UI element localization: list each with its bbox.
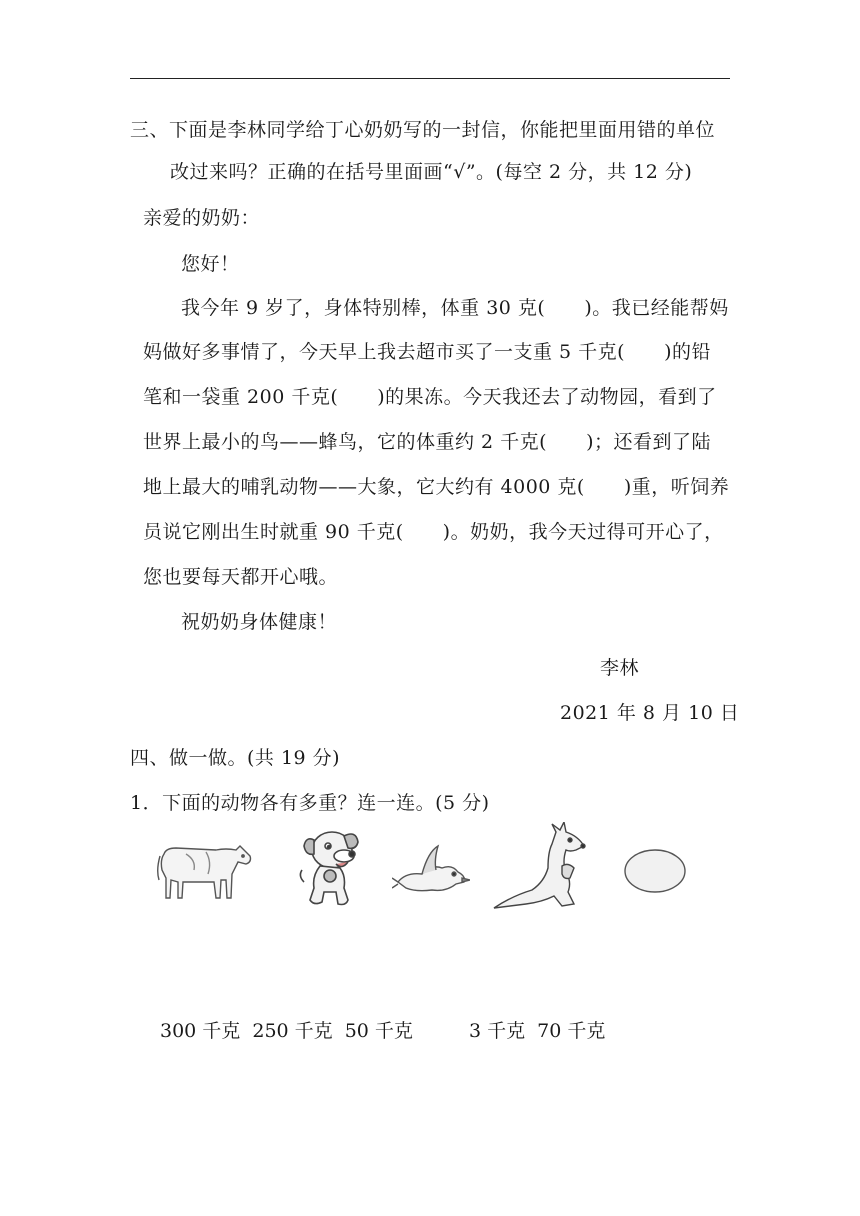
egg-icon <box>622 846 688 896</box>
weight-option[interactable]: 300 千克 <box>160 1020 241 1042</box>
bird-icon <box>392 842 470 900</box>
section4-heading: 四、做一做。(共 19 分) <box>130 747 341 769</box>
weight-option[interactable]: 250 千克 <box>252 1020 333 1042</box>
section4-question1: 1．下面的动物各有多重？连一连。(5 分) <box>130 792 490 814</box>
letter-body-line: 员说它刚出生时就重 90 千克( )。奶奶，我今天过得可开心了， <box>143 521 724 543</box>
letter-body-line: 笔和一袋重 200 千克( )的果冻。今天我还去了动物园，看到了 <box>143 386 717 408</box>
letter-body-line: 妈做好多事情了，今天早上我去超市买了一支重 5 千克( )的铅 <box>143 341 711 363</box>
top-rule <box>130 78 730 79</box>
weight-option[interactable]: 70 千克 <box>537 1020 606 1042</box>
cow-icon <box>156 840 256 904</box>
weights-row <box>160 1016 605 1043</box>
section3-heading-line1: 三、下面是李林同学给丁心奶奶写的一封信，你能把里面用错的单位 <box>130 119 716 141</box>
weight-option[interactable]: 50 千克 <box>344 1020 413 1042</box>
letter-body-line: 世界上最小的鸟——蜂鸟，它的体重约 2 千克( )；还看到了陆 <box>143 431 711 453</box>
letter-date: 2021 年 8 月 10 日 <box>560 702 740 724</box>
letter-body-line: 我今年 9 岁了，身体特别棒，体重 30 克( )。我已经能帮妈 <box>181 297 729 319</box>
letter-salutation: 亲爱的奶奶： <box>143 207 261 229</box>
animal-pictures <box>150 822 690 922</box>
letter-closing: 祝奶奶身体健康！ <box>181 611 338 633</box>
section3-heading-line2: 改过来吗？正确的在括号里面画“√”。(每空 2 分，共 12 分) <box>170 161 693 183</box>
kangaroo-icon <box>492 822 592 914</box>
dog-icon <box>292 826 364 910</box>
letter-body-line: 地上最大的哺乳动物——大象，它大约有 4000 克( )重，听饲养 <box>143 476 730 498</box>
weight-option[interactable]: 3 千克 <box>468 1020 526 1042</box>
letter-body-line: 您也要每天都开心哦。 <box>143 566 339 588</box>
letter-greeting: 您好！ <box>181 253 240 275</box>
letter-signature: 李林 <box>600 657 640 679</box>
